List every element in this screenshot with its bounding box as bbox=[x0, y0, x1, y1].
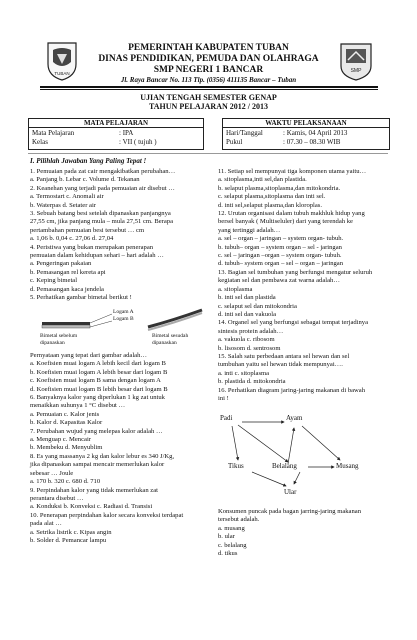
q7-option-bd: b. Membeku d. Menyublim bbox=[30, 444, 103, 452]
q15-line-2: tumbuhan yaitu sel hewan tidak mempunyai…. bbox=[218, 361, 343, 369]
q8-line-1: 8. Es yang massanya 2 kg dan kalor lebur es 340 J/Kg, bbox=[30, 452, 175, 460]
svg-text:TUBAN: TUBAN bbox=[54, 71, 70, 76]
q6-line-1: 6. Banyaknya kalor yang diperlukan 1 kg zat untuk bbox=[30, 394, 165, 402]
q13-line-2: kegiatan sel dan pembawa zat warna adalah… bbox=[218, 277, 340, 285]
bimetal-before-caption: Bimetal sebelum dipanaskan bbox=[40, 333, 78, 346]
q7-text: 7. Perubahan wujud yang melepas kalor adalah … bbox=[30, 427, 163, 435]
q8-line-3: sebesar … Joule bbox=[30, 469, 74, 477]
q5-option-c: c. Koefisien muai logam B sama dengan logam A bbox=[30, 377, 161, 385]
q3-line-2: 27,55 cm, jika panjang mula – mula 27,51 cm. Berapa bbox=[30, 218, 174, 226]
q5-option-b: b. Koefisien muai logam A lebih besar dari logam B bbox=[30, 368, 168, 376]
bimetal-after-caption: Bimetal sesudah dipanaskan bbox=[152, 333, 189, 346]
subject-box bbox=[28, 118, 204, 150]
q14-option-ac: a. vakuola c. ribosom bbox=[218, 336, 275, 344]
right-questions-1 bbox=[218, 168, 398, 403]
q5-stem: Pernyataan yang tepat dari gambar adalah… bbox=[30, 352, 147, 359]
exam-year: TAHUN PELAJARAN 2012 / 2013 bbox=[149, 102, 268, 111]
right-questions-2 bbox=[218, 508, 398, 558]
q14-line-1: 14. Organel sel yang berfungsi sebagai tempat terjadinya bbox=[218, 319, 369, 327]
q13-option-d: d. inti sel dan vakuola bbox=[218, 310, 277, 318]
q16-option-b: b. ular bbox=[218, 533, 235, 541]
q1-options: a. Panjang b. Lebar c. Volume d. Tekanan bbox=[30, 176, 140, 184]
q9-line-1: 9. Perpindahan kalor yang tidak memerlukan zat bbox=[30, 486, 158, 494]
q16-stem-1: Konsumen puncak pada bagan jarring-jaring makanan bbox=[218, 508, 361, 515]
food-web-diagram bbox=[218, 412, 388, 502]
subject-value: : IPA bbox=[119, 129, 134, 137]
q9-options: a. Konduksi b. Konveksi c. Radiasi d. Transisi bbox=[30, 503, 153, 511]
header-address: Jl. Raya Bancar No. 113 Tlp. (0356) 411135 Bancar – Tuban bbox=[120, 76, 297, 84]
q15-option-ac: a. inti c. sitoplasma bbox=[218, 369, 270, 377]
foodweb-belalang: Belalang bbox=[272, 462, 297, 470]
foodweb-musang: Musang bbox=[336, 462, 359, 470]
q16-option-d: d. tikus bbox=[218, 550, 238, 558]
q15-line-1: 15. Salah satu perbedaan antara sel hewan dan sel bbox=[218, 352, 350, 360]
foodweb-ayam: Ayam bbox=[286, 414, 303, 422]
q6-option-ac: a. Pemuaian c. Kalor jenis bbox=[30, 410, 100, 418]
foodweb-tikus: Tikus bbox=[228, 462, 244, 470]
q4-line-2: pemuaian dalam kehidupan sehari – hari adalah … bbox=[30, 252, 164, 260]
date-value: : Kamis, 04 April 2013 bbox=[283, 129, 348, 137]
class-label: Kelas bbox=[32, 138, 48, 146]
q12-option-c: c. sel – jaringan –organ – system organ- tubuh. bbox=[218, 252, 342, 260]
q15-option-bd: b. plastida d. mitokondria bbox=[218, 378, 286, 386]
date-label: Hari/Tanggal bbox=[226, 129, 263, 137]
q10-line-1: 10. Penerapan perpindahan kalor secara konveksi terdapat bbox=[30, 511, 184, 519]
q16-stem-2: tersebut adalah. bbox=[218, 516, 260, 524]
q8-options: a. 170 b. 320 c. 680 d. 710 bbox=[30, 478, 101, 486]
header-line-2: DINAS PENDIDIKAN, PEMUDA DAN OLAHRAGA bbox=[98, 54, 319, 64]
q14-option-bd: b. lisosom d. sentrosom bbox=[218, 344, 281, 352]
class-value: : VII ( tujuh ) bbox=[119, 138, 157, 146]
q16-option-c: c. belalang bbox=[218, 541, 247, 549]
time-value: : 07.30 – 08.30 WIB bbox=[283, 138, 341, 146]
q3-options: a. 1,06 b. 0,04 c. 27,06 d. 27,04 bbox=[30, 235, 114, 243]
q10-line-2: pada alat … bbox=[30, 520, 62, 528]
q4-option-a: a. Pengeringan pakaian bbox=[30, 260, 92, 268]
left-questions-1 bbox=[30, 168, 210, 303]
q16-line-1: 16. Perhatikan diagram jaring-jaring makanan di bawah bbox=[218, 386, 366, 394]
schedule-box-title: WAKTU PELAKSANAAN bbox=[223, 119, 389, 128]
q2-option-ac: a. Termostart c. Anomali air bbox=[30, 193, 104, 201]
q13-line-1: 13. Bagian sel tumbuhan yang berfungsi mengatur seluruh bbox=[218, 268, 373, 276]
q9-line-2: perantara disebut … bbox=[30, 494, 84, 502]
logam-a-label: Logam A bbox=[113, 309, 134, 315]
q7-option-ac: a. Menguap c. Mencair bbox=[30, 436, 91, 444]
q12-line-3: yang tertinggi adalah… bbox=[218, 226, 281, 234]
q10-option-bd: b. Solder d. Pemancar lampu bbox=[30, 536, 107, 544]
q12-line-2: bersel banyak ( Multiseluler) dari yang terendah ke bbox=[218, 218, 353, 226]
q12-option-a: a. sel – organ – jaringan – system organ- tubuh. bbox=[218, 235, 344, 243]
header-line-1: PEMERINTAH KABUPATEN TUBAN bbox=[128, 43, 289, 53]
logam-b-label: Logam B bbox=[113, 316, 134, 322]
subject-box-title: MATA PELAJARAN bbox=[29, 119, 203, 128]
header-rule bbox=[40, 86, 378, 88]
section-title: I. Pilihlah Jawaban Yang Paling Tepat ! bbox=[30, 157, 147, 165]
q11-option-a: a. sitoplasma,inti sel,dan plastida. bbox=[218, 176, 307, 184]
header-rule-thin bbox=[40, 89, 378, 90]
foodweb-ular: Ular bbox=[284, 488, 297, 496]
q16-option-a: a. musang bbox=[218, 524, 245, 532]
q4-option-b: b. Pemasangan rel kereta api bbox=[30, 268, 106, 276]
subject-label: Mata Pelajaran bbox=[32, 129, 75, 137]
q12-line-1: 12. Urutan organisasi dalam tubuh makhluk hidup yang bbox=[218, 210, 365, 218]
q3-line-1: 3. Sebuah batang besi setelah dipanaskan panjangnya bbox=[30, 210, 171, 218]
q4-line-1: 4. Peristiwa yang bukan merupakan penerapan bbox=[30, 243, 154, 251]
bimetal-figure bbox=[40, 306, 210, 350]
schedule-box bbox=[222, 118, 390, 150]
q13-option-b: b. inti sel dan plastida bbox=[218, 294, 276, 302]
q13-option-c: c. selaput sel dan mitokondria bbox=[218, 302, 297, 310]
exam-title: UJIAN TENGAH SEMESTER GENAP bbox=[140, 93, 277, 102]
q5-option-d: d. Koefisien muai logam B lebih besar dari logam B bbox=[30, 385, 168, 393]
q3-line-3: pertambahan pemuaian besi tersebut … cm bbox=[30, 226, 145, 234]
q6-option-bd: b. Kalor d. Kapasitas Kalor bbox=[30, 419, 103, 427]
time-label: Pukul bbox=[226, 138, 243, 146]
divider bbox=[28, 153, 388, 154]
q13-option-a: a. sitoplasma bbox=[218, 285, 253, 293]
q11-text: 11. Setiap sel mempunyai tiga komponen utama yaitu… bbox=[218, 168, 367, 175]
q11-option-b: b. selaput plasma,sitoplasma,dan mitokondria. bbox=[218, 184, 341, 192]
foodweb-padi: Padi bbox=[220, 414, 233, 422]
left-questions-2 bbox=[30, 352, 212, 545]
q1-text: 1. Pemuaian pada zat cair mengakibatkan perubahan… bbox=[30, 168, 176, 175]
q6-line-2: menaikkan suhunya 1 °C disebut … bbox=[30, 402, 126, 410]
header-line-3: SMP NEGERI 1 BANCAR bbox=[153, 65, 264, 75]
q10-option-ac: a. Setrika listrik c. Kipas angin bbox=[30, 528, 112, 536]
q11-option-d: d. inti sel,selaput plasma,dan kloroplas. bbox=[218, 201, 323, 209]
q4-option-d: d. Pemasangan kaca jendela bbox=[30, 285, 104, 293]
svg-text:SMP: SMP bbox=[350, 68, 362, 74]
q2-text: 2. Keanehan yang terjadi pada pemuaian air disebut … bbox=[30, 184, 175, 192]
q4-option-c: c. Keping bimetal bbox=[30, 277, 78, 285]
q12-option-b: b. tubuh– organ – system organ – sel - jaringan bbox=[218, 243, 342, 251]
q14-line-2: sintesis protein adalah… bbox=[218, 327, 284, 335]
q5-option-a: a. Koefisien muai logam A lebih kecil dari logam B bbox=[30, 360, 166, 368]
q11-option-c: c. selaput plasma,sitoplasma dan inti sel. bbox=[218, 193, 326, 201]
q8-line-2: jika dipanaskan sampai mencair memerlukan kalor bbox=[30, 461, 165, 469]
q5-text: 5. Perhatikan gambar bimetal berikut ! bbox=[30, 294, 132, 302]
q16-line-2: ini ! bbox=[218, 394, 229, 402]
q2-option-bd: b. Waterpas d. Setater air bbox=[30, 201, 96, 209]
q12-option-d: d. tubuh– system organ – sel – organ – jaringan bbox=[218, 260, 344, 268]
